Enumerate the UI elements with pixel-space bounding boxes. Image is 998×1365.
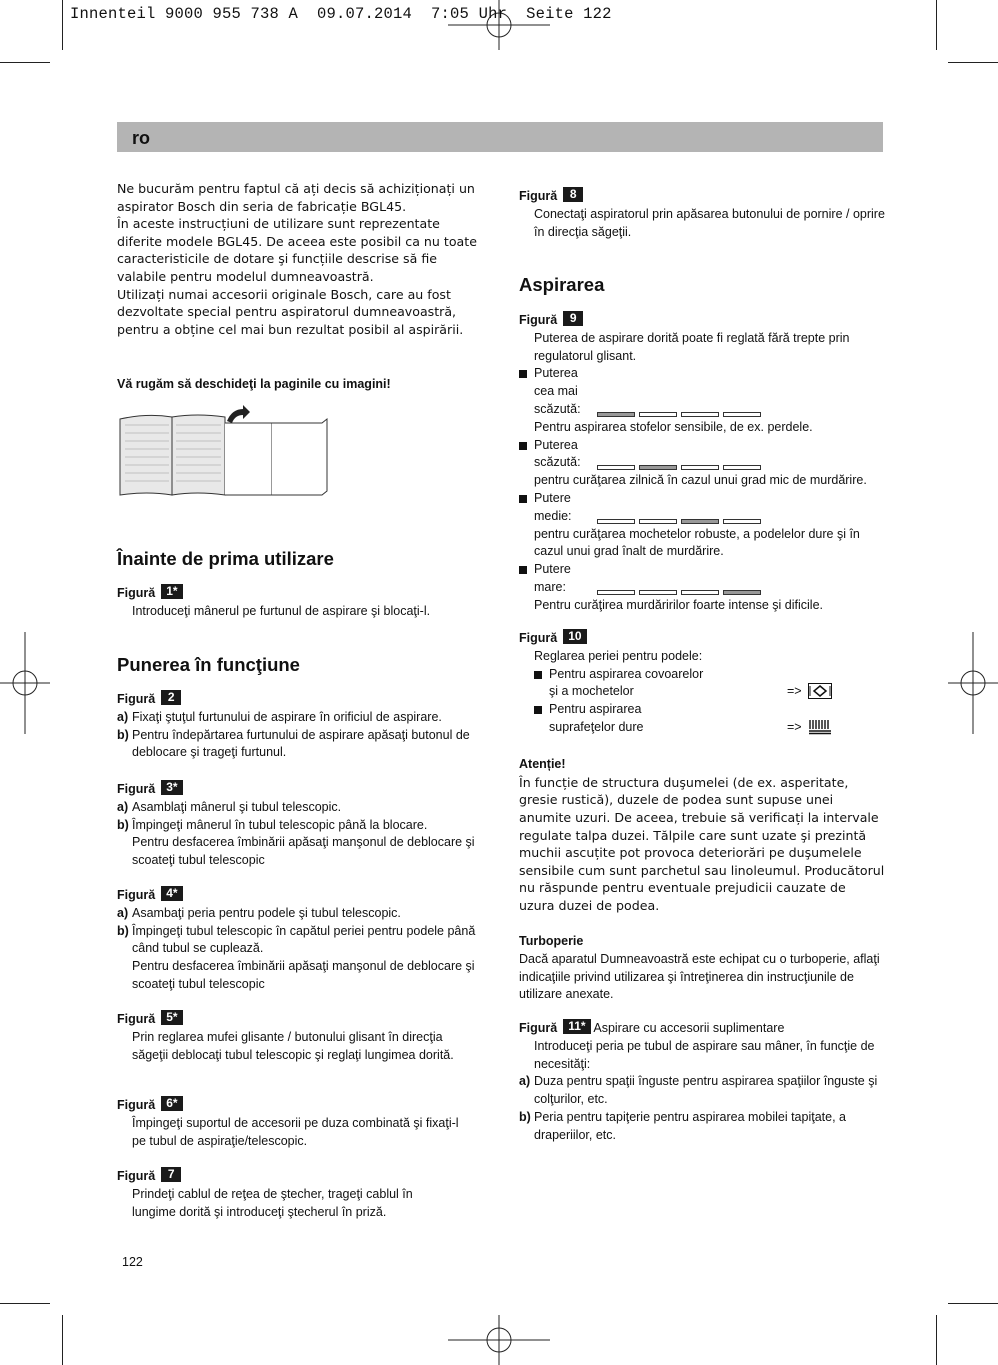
figure-label: Figură — [117, 586, 156, 600]
figure-2-block — [117, 690, 485, 762]
power-bar — [723, 590, 761, 595]
power-indicator — [597, 519, 761, 524]
figure-4-block — [117, 886, 482, 994]
figure-label: Figură — [519, 631, 558, 645]
power-level-item — [519, 365, 885, 436]
registration-mark-bottom — [448, 1315, 550, 1365]
crop-mark — [948, 62, 998, 63]
power-bar — [597, 519, 635, 524]
figure-label: Figură — [117, 782, 156, 796]
brush-setting-label: suprafeţelor dure — [549, 719, 644, 734]
power-bar — [681, 465, 719, 470]
section-vacuuming: Aspirarea — [519, 274, 605, 295]
figure-5-text: Prin reglarea mufei glisante / butonului glisant în direcţia săgeţii deblocaţi tubul telescopic şi reglaţi lungimea dorită. — [132, 1029, 454, 1062]
power-level-item — [519, 490, 885, 561]
figure-2-step-b: Pentru îndepărtarea furtunului de aspirare apăsaţi butonul de deblocare şi trageţi furtunul. — [132, 727, 470, 760]
figure-3-block — [117, 780, 482, 870]
figure-number-badge: 3* — [161, 780, 182, 795]
figure-8-block — [519, 187, 885, 241]
figure-3-step-b: Împingeţi mânerul în tubul telescopic până la blocare. — [132, 817, 428, 832]
list-label: b) — [519, 1109, 531, 1124]
power-level-label — [534, 490, 597, 526]
crop-mark — [62, 1315, 63, 1365]
figure-label: Figură — [519, 313, 558, 327]
power-bar — [681, 590, 719, 595]
crop-mark — [936, 1315, 937, 1365]
figure-label: Figură — [117, 1169, 156, 1183]
power-level-line: Puterea — [534, 437, 578, 452]
language-bar — [117, 122, 883, 152]
figure-number-badge: 7 — [161, 1167, 181, 1182]
figure-11-item-b: Peria pentru tapiţerie pentru aspirarea mobilei tapiţate, a draperiilor, etc. — [534, 1109, 846, 1142]
list-label: a) — [117, 905, 129, 920]
power-level-line: scăzută: — [534, 455, 581, 470]
power-level-description: Pentru curăţirea murdăririlor foarte intense şi dificile. — [534, 597, 824, 612]
power-level-line: mare: — [534, 579, 566, 594]
attention-block — [519, 756, 885, 915]
figure-1-text: Introduceţi mânerul pe furtunul de aspirare şi blocaţi-l. — [132, 603, 431, 618]
power-bar — [723, 465, 761, 470]
figure-number-badge: 10 — [563, 629, 586, 644]
power-bar — [639, 412, 677, 417]
hard-floor-brush-icon — [808, 719, 832, 735]
power-level-line: scăzută: — [534, 401, 581, 416]
figure-number-badge: 2 — [161, 690, 181, 705]
figure-7-text: Prindeţi cablul de reţea de ştecher, trageţi cablul în lungime dorită şi introduceţi ştecherul în priză. — [132, 1186, 413, 1219]
brush-setting-label: Pentru aspirarea — [549, 702, 642, 717]
intro-paragraph: În aceste instrucțiuni de utilizare sunt reprezentate diferite modele BGL45. De aceea este posibil ca nu toate caracteristicile de dotare şi funcțiile descrise să fie valabile pentru modelul dumneavoastră. — [117, 216, 477, 284]
intro-paragraph: Ne bucurăm pentru faptul că ați decis să achiziționați un aspirator Bosch din seria de fabricație BGL45. — [117, 181, 475, 214]
figure-label: Figură — [117, 692, 156, 706]
power-bar — [639, 465, 677, 470]
figure-4-step-b: Împingeţi tubul telescopic în capătul periei pentru podele până când tubul se cuplează. — [132, 923, 476, 956]
power-level-line: medie: — [534, 508, 572, 523]
figure-11-item-a: Duza pentru spaţii înguste pentru aspirarea spaţiilor înguste şi colţurilor, etc. — [534, 1074, 878, 1107]
page-number: 122 — [122, 1255, 143, 1269]
power-level-description: pentru curăţarea mochetelor robuste, a podelelor dure şi în cazul unui grad înalt de murdărire. — [534, 526, 860, 559]
figure-number-badge: 9 — [563, 311, 583, 326]
brush-setting-hard-floor — [534, 701, 885, 737]
list-label: b) — [117, 923, 129, 938]
figure-label: Figură — [519, 1021, 558, 1035]
power-bar — [597, 412, 635, 417]
brush-setting-label: şi a mochetelor — [549, 684, 634, 699]
power-bar — [639, 590, 677, 595]
power-level-label — [534, 365, 597, 418]
power-level-description: Pentru aspirarea stofelor sensibile, de ex. perdele. — [534, 419, 813, 434]
power-indicator — [597, 465, 761, 470]
figure-label: Figură — [117, 888, 156, 902]
list-label: a) — [519, 1074, 531, 1089]
figure-7-block — [117, 1167, 457, 1221]
figure-11-title: Aspirare cu accesorii suplimentare — [593, 1021, 785, 1035]
list-label: b) — [117, 727, 129, 742]
attention-text: În funcție de structura duşumelei (de ex. asperitate, gresie rustică), duzele de podea sunt supuse unei anumite uzuri. De aceea, trebuie să verificați la intervale regulate talpa duzei. Tălpile care sunt uzate şi prezintă muchii ascuțite pot provoca deteriorări pe duşumelele sensibile cum sunt parchetul sau linoleumul. Producătorul nu răspunde pentru eventuale prejudicii cauzate de uzura duzei de podea. — [519, 774, 885, 913]
power-bar — [681, 412, 719, 417]
crop-mark — [0, 1303, 50, 1304]
power-bar — [723, 519, 761, 524]
attention-title: Atenție! — [519, 757, 566, 771]
crop-mark — [936, 0, 937, 50]
crop-mark — [62, 0, 63, 50]
print-header: Innenteil 9000 955 738 A 09.07.2014 7:05 Uhr Seite 122 — [70, 5, 612, 23]
turbo-brush-text: Dacă aparatul Dumneavoastră este echipat cu o turboperie, aflaţi indicaţiile privind utilizarea şi întreţinerea din instrucţiunile de utilizare anexate. — [519, 951, 880, 1002]
brush-setting-carpet — [534, 666, 885, 702]
power-level-line: Puterea cea mai — [534, 366, 578, 399]
figure-number-badge: 1* — [161, 584, 182, 599]
power-bar — [639, 519, 677, 524]
brush-setting-label: Pentru aspirarea covoarelor — [549, 666, 704, 681]
open-pages-note: Vă rugăm să deschideţi la paginile cu imagini! — [117, 377, 391, 391]
carpet-brush-icon — [808, 683, 832, 699]
power-bar — [681, 519, 719, 524]
figure-1-block — [117, 584, 487, 621]
figure-6-text: Împingeţi suportul de accesorii pe duza combinată şi fixaţi-l pe tubul de aspiraţie/telescopic. — [132, 1115, 459, 1148]
power-level-item — [519, 561, 885, 614]
power-level-line: Putere — [534, 490, 571, 505]
figure-label: Figură — [117, 1098, 156, 1112]
figure-9-text: Puterea de aspirare dorită poate fi reglată fără trepte prin regulatorul glisant. — [534, 330, 850, 363]
intro-text — [117, 180, 487, 338]
power-bar — [597, 590, 635, 595]
power-indicator — [597, 590, 761, 595]
figure-number-badge: 11* — [563, 1019, 590, 1034]
figure-10-block — [519, 629, 885, 737]
intro-paragraph: Utilizați numai accesorii originale Bosch, care au fost dezvoltate special pentru aspiratorul dumneavoastră, pentru a obține cel mai bun rezultat posibil al aspirării. — [117, 286, 464, 337]
section-before-first-use: Înainte de prima utilizare — [117, 548, 334, 569]
power-bar — [723, 412, 761, 417]
figure-label: Figură — [519, 189, 558, 203]
list-label: a) — [117, 799, 129, 814]
figure-8-text: Conectaţi aspiratorul prin apăsarea butonului de pornire / oprire în direcţia săgeţii. — [534, 206, 885, 239]
open-booklet-illustration — [117, 405, 337, 500]
figure-11-text: Introduceţi peria pe tubul de aspirare sau mâner, în funcţie de necesităţi: — [534, 1038, 875, 1071]
figure-10-text: Reglarea periei pentru podele: — [534, 648, 703, 663]
figure-3-step-a: Asamblaţi mânerul şi tubul telescopic. — [132, 799, 342, 814]
figure-2-step-a: Fixaţi ştuţul furtunului de aspirare în orificiul de aspirare. — [132, 709, 442, 724]
section-start-up: Punerea în funcţiune — [117, 654, 300, 675]
language-code: ro — [132, 128, 150, 148]
turbo-brush-title: Turboperie — [519, 934, 584, 948]
power-level-item — [519, 437, 885, 490]
figure-number-badge: 8 — [563, 187, 583, 202]
figure-5-block — [117, 1010, 477, 1064]
power-bar — [597, 465, 635, 470]
figure-number-badge: 6* — [161, 1096, 182, 1111]
power-level-label — [534, 437, 597, 473]
registration-mark-left — [0, 632, 50, 734]
figure-11-block — [519, 1019, 885, 1145]
figure-label: Figură — [117, 1012, 156, 1026]
figure-3-note: Pentru desfacerea îmbinării apăsaţi manşonul de deblocare şi scoateţi tubul telescopic — [132, 835, 475, 868]
power-level-description: pentru curăţarea zilnică în cazul unui grad mic de murdărire. — [534, 473, 867, 488]
list-label: a) — [117, 709, 129, 724]
power-level-label — [534, 561, 597, 597]
figure-4-step-a: Asambaţi peria pentru podele şi tubul telescopic. — [132, 905, 401, 920]
arrow-text: => — [787, 684, 802, 699]
list-label: b) — [117, 817, 129, 832]
figure-number-badge: 4* — [161, 886, 182, 901]
power-indicator — [597, 412, 761, 417]
registration-mark-right — [948, 632, 998, 734]
figure-9-block — [519, 311, 885, 615]
figure-6-block — [117, 1096, 462, 1150]
power-level-line: Putere — [534, 562, 571, 577]
figure-number-badge: 5* — [161, 1010, 182, 1025]
turbo-brush-block — [519, 933, 885, 1004]
arrow-text: => — [787, 719, 802, 734]
crop-mark — [948, 1303, 998, 1304]
figure-4-note: Pentru desfacerea îmbinării apăsaţi manşonul de deblocare şi scoateţi tubul telescopic — [132, 959, 475, 991]
crop-mark — [0, 62, 50, 63]
